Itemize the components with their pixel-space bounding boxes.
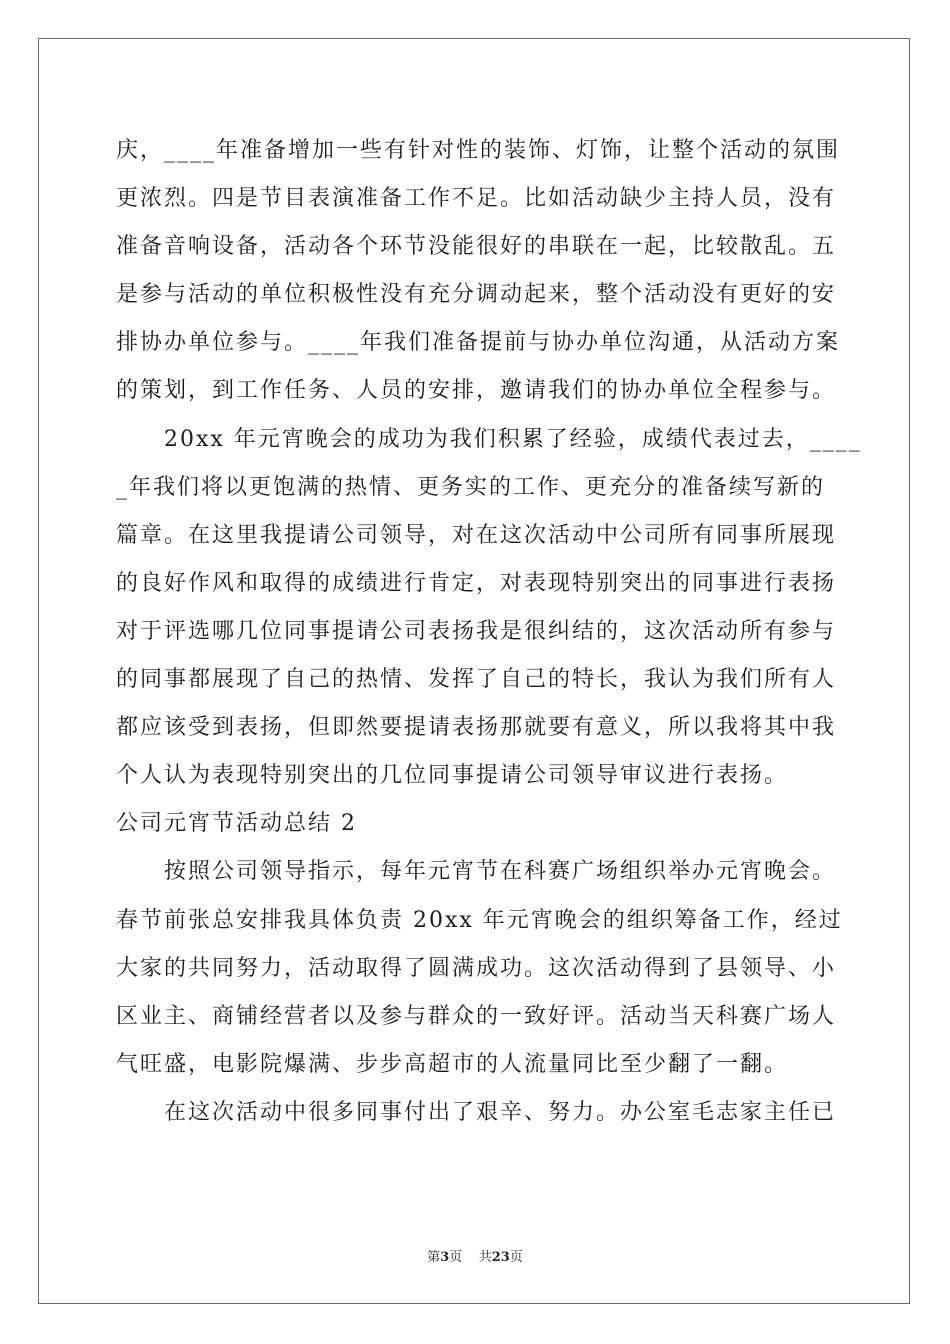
total-suffix: 页 (509, 1250, 523, 1265)
text-line: 庆，____年准备增加一些有针对性的装饰、灯饰，让整个活动的氛围 (116, 138, 841, 163)
paragraph-first-line: 按照公司领导指示，每年元宵节在科赛广场组织举办元宵晚会。 (164, 859, 837, 885)
text-line: 的良好作风和取得的成绩进行肯定，对表现特别突出的同事进行表扬 (116, 570, 837, 596)
text-line: 是参与活动的单位积极性没有充分调动起来，整个活动没有更好的安 (116, 282, 837, 308)
text-line: 的策划，到工作任务、人员的安排，邀请我们的协办单位全程参与。 (116, 378, 837, 404)
total-pages: 23 (491, 1250, 510, 1265)
page-prefix: 第 (427, 1250, 441, 1265)
page-footer (0, 1246, 950, 1265)
text-line: 对于评选哪几位同事提请公司表扬我是很纠结的，这次活动所有参与 (116, 618, 837, 644)
text-line: 篇章。在这里我提请公司领导，对在这次活动中公司所有同事所展现 (116, 522, 837, 548)
text-line: _年我们将以更饱满的热情、更务实的工作、更充分的准备续写新的 (116, 474, 826, 500)
page-suffix: 页 (449, 1250, 463, 1265)
text-line: 排协办单位参与。____年我们准备提前与协办单位沟通，从活动方案 (116, 330, 841, 356)
paragraph-first-line: 20xx 年元宵晚会的成功为我们积累了经验，成绩代表过去，____ (164, 426, 862, 452)
text-line: 气旺盛，电影院爆满、步步高超市的人流量同比至少翻了一翻。 (116, 1051, 789, 1077)
text-line: 春节前张总安排我具体负责 20xx 年元宵晚会的组织筹备工作，经过 (116, 907, 843, 933)
text-line: 的同事都展现了自己的热情、发挥了自己的特长，我认为我们所有人 (116, 667, 837, 693)
document-body (116, 127, 862, 1137)
text-line: 大家的共同努力，活动取得了圆满成功。这次活动得到了县领导、小 (116, 955, 837, 981)
section-heading: 公司元宵节活动总结 2 (116, 811, 357, 837)
text-line: 更浓烈。四是节目表演准备工作不足。比如活动缺少主持人员，没有 (116, 186, 837, 212)
text-line: 区业主、商铺经营者以及参与群众的一致好评。活动当天科赛广场人 (116, 1003, 837, 1029)
page-number: 3 (440, 1250, 450, 1265)
text-line: 准备音响设备，活动各个环节没能很好的串联在一起，比较散乱。五 (116, 234, 837, 260)
text-line: 个人认为表现特别突出的几位同事提请公司领导审议进行表扬。 (116, 763, 789, 789)
paragraph-first-line: 在这次活动中很多同事付出了艰辛、努力。办公室毛志家主任已 (164, 1099, 837, 1125)
total-prefix: 共 (478, 1250, 492, 1265)
text-line: 都应该受到表扬，但即然要提请表扬那就要有意义，所以我将其中我 (116, 715, 837, 741)
